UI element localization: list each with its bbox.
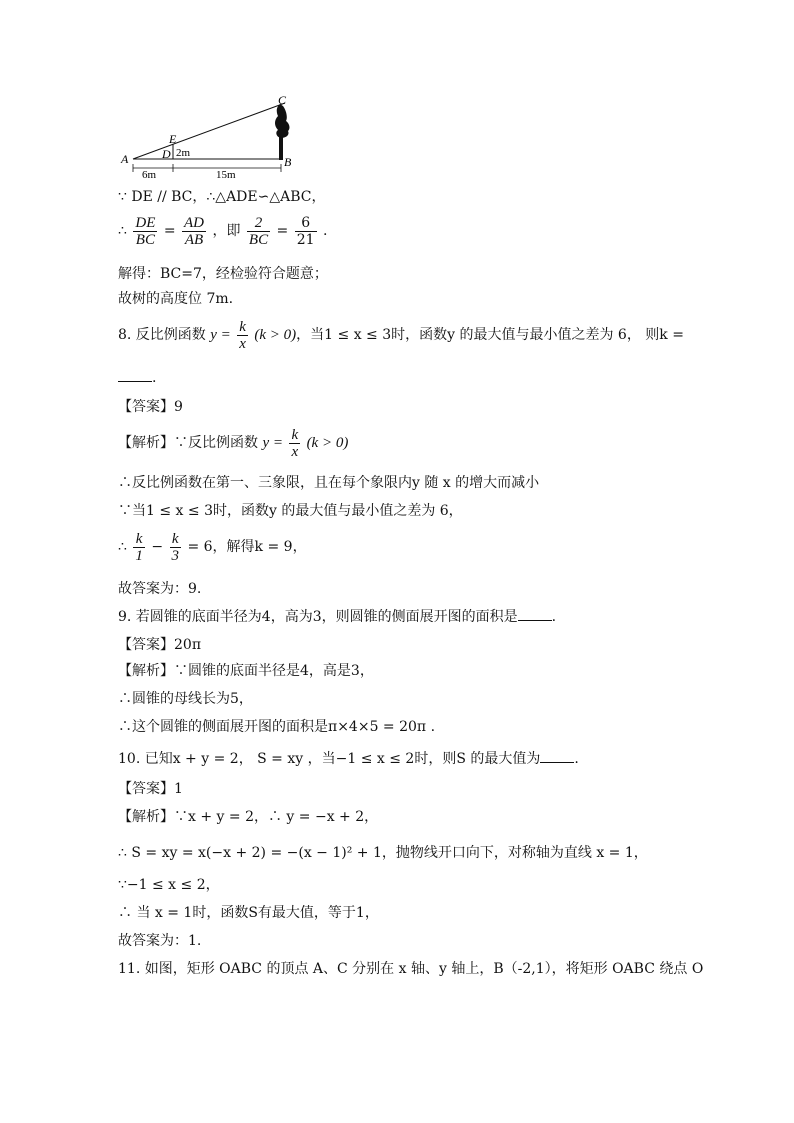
- q8-question: [118, 318, 684, 352]
- tree-trunk: [279, 136, 283, 160]
- q8-line3-tail: = 6，解得k = 9，: [187, 539, 307, 555]
- q9-line1: 【解析】∵圆锥的底面半径是4，高是3，: [118, 663, 374, 679]
- q8-expl-cond: (k > 0): [306, 435, 349, 451]
- label-b: B: [284, 155, 292, 169]
- q9-question-text: 9. 若圆锥的底面半径为4，高为3，则圆锥的侧面展开图的面积是: [118, 609, 518, 625]
- label-db-length: 15m: [216, 169, 236, 181]
- label-d: D: [162, 147, 171, 161]
- q10-line2: ∴ S = xy = x(−x + 2) = −(x − 1)² + 1，抛物线开口向下，对称轴为直线 x = 1，: [118, 845, 648, 861]
- q10-line3: ∵−1 ≤ x ≤ 2，: [118, 877, 220, 893]
- fraction-k-1: $\frac{k}{1}$: [135, 530, 143, 564]
- answer-blank: [118, 369, 152, 382]
- q7-proportion: ∴ $\frac{DE}{BC}$ = $\frac{AD}{AB}$ ，即 $\frac{2}{BC}$ = $\frac{6}{21}$ .: [118, 214, 328, 248]
- q8-line1: ∴反比例函数在第一、三象限，且在每个象限内y 随 x 的增大而减小: [118, 475, 540, 491]
- q8-condition: (k > 0): [254, 327, 297, 343]
- q8-conclusion: 故答案为：9.: [118, 581, 202, 597]
- q8-blank-line: [118, 369, 156, 387]
- q8-expl-prefix: 【解析】∵反比例函数: [118, 435, 258, 451]
- q10-answer: 【答案】1: [118, 781, 183, 797]
- answer-blank: [518, 608, 552, 621]
- fraction-2-bc: $\frac{2}{BC}$: [248, 214, 269, 248]
- q8-explanation-start: [118, 426, 348, 460]
- q8-line3: ∴ $\frac{k}{1}$ − $\frac{k}{3}$ = 6，解得k = 9，: [118, 530, 307, 564]
- label-ad-length: 6m: [142, 169, 157, 181]
- q8-middle: ，当1 ≤ x ≤ 3时，函数y 的最大值与最小值之差为 6， 则k =: [296, 327, 684, 343]
- label-c: C: [278, 93, 287, 107]
- q7-conclusion: 故树的高度位 7m.: [118, 291, 234, 307]
- q10-question: [118, 750, 579, 768]
- q10-line1: 【解析】∵x + y = 2，∴ y = −x + 2，: [118, 809, 379, 825]
- therefore-symbol: ∴: [118, 223, 127, 239]
- fraction-k-x-2: $\frac{k}{x}$: [291, 426, 299, 460]
- q10-period: .: [574, 751, 579, 767]
- q9-answer: 【答案】20π: [118, 637, 202, 653]
- q7-solution: 解得：BC=7，经检验符合题意；: [118, 266, 328, 282]
- fraction-k-x: $\frac{k}{x}$: [239, 318, 246, 352]
- q10-line4: ∴ 当 x = 1时，函数S有最大值，等于1，: [118, 905, 379, 921]
- q8-line2: ∵当1 ≤ x ≤ 3时，函数y 的最大值与最小值之差为 6，: [118, 503, 463, 519]
- q8-expl-func: y =: [262, 435, 283, 451]
- q11-question: 11. 如图，矩形 OABC 的顶点 A、C 分别在 x 轴、y 轴上，B（-2,1），将矩形 OABC 绕点 O: [118, 961, 704, 977]
- therefore-symbol: ∴: [118, 539, 127, 555]
- label-e: E: [169, 132, 177, 146]
- q8-period: .: [152, 370, 157, 386]
- q9-line3: ∴这个圆锥的侧面展开图的面积是π×4×5 = 20π .: [118, 719, 436, 735]
- tree-crown: [275, 104, 289, 138]
- label-de-length: 2m: [176, 147, 191, 159]
- q10-conclusion: 故答案为：1.: [118, 933, 202, 949]
- q9-period: .: [551, 609, 557, 625]
- fraction-k-3: $\frac{k}{3}$: [171, 530, 180, 564]
- label-a: A: [121, 152, 129, 166]
- similar-triangles-figure: [118, 92, 308, 182]
- q8-prefix: 8. 反比例函数: [118, 327, 206, 343]
- fraction-6-21: $\frac{6}{21}$: [296, 214, 315, 248]
- answer-blank: [540, 750, 574, 763]
- q10-question-text: 10. 已知x + y = 2， S = xy ，当−1 ≤ x ≤ 2时，则S 的最大值为: [118, 751, 541, 767]
- q8-answer: 【答案】9: [118, 399, 183, 415]
- fraction-de-bc: $\frac{DE}{BC}$: [135, 214, 156, 248]
- period: .: [323, 223, 328, 239]
- q9-line2: ∴圆锥的母线长为5，: [118, 691, 253, 707]
- segment-ac: [133, 103, 285, 159]
- q8-func: y =: [210, 327, 231, 343]
- fraction-ad-ab: $\frac{AD}{AB}$: [184, 214, 205, 248]
- ji-word: ，即: [212, 223, 241, 239]
- q7-similarity: ∵ DE // BC，∴△ADE∽△ABC，: [118, 189, 326, 205]
- q9-question: [118, 608, 556, 626]
